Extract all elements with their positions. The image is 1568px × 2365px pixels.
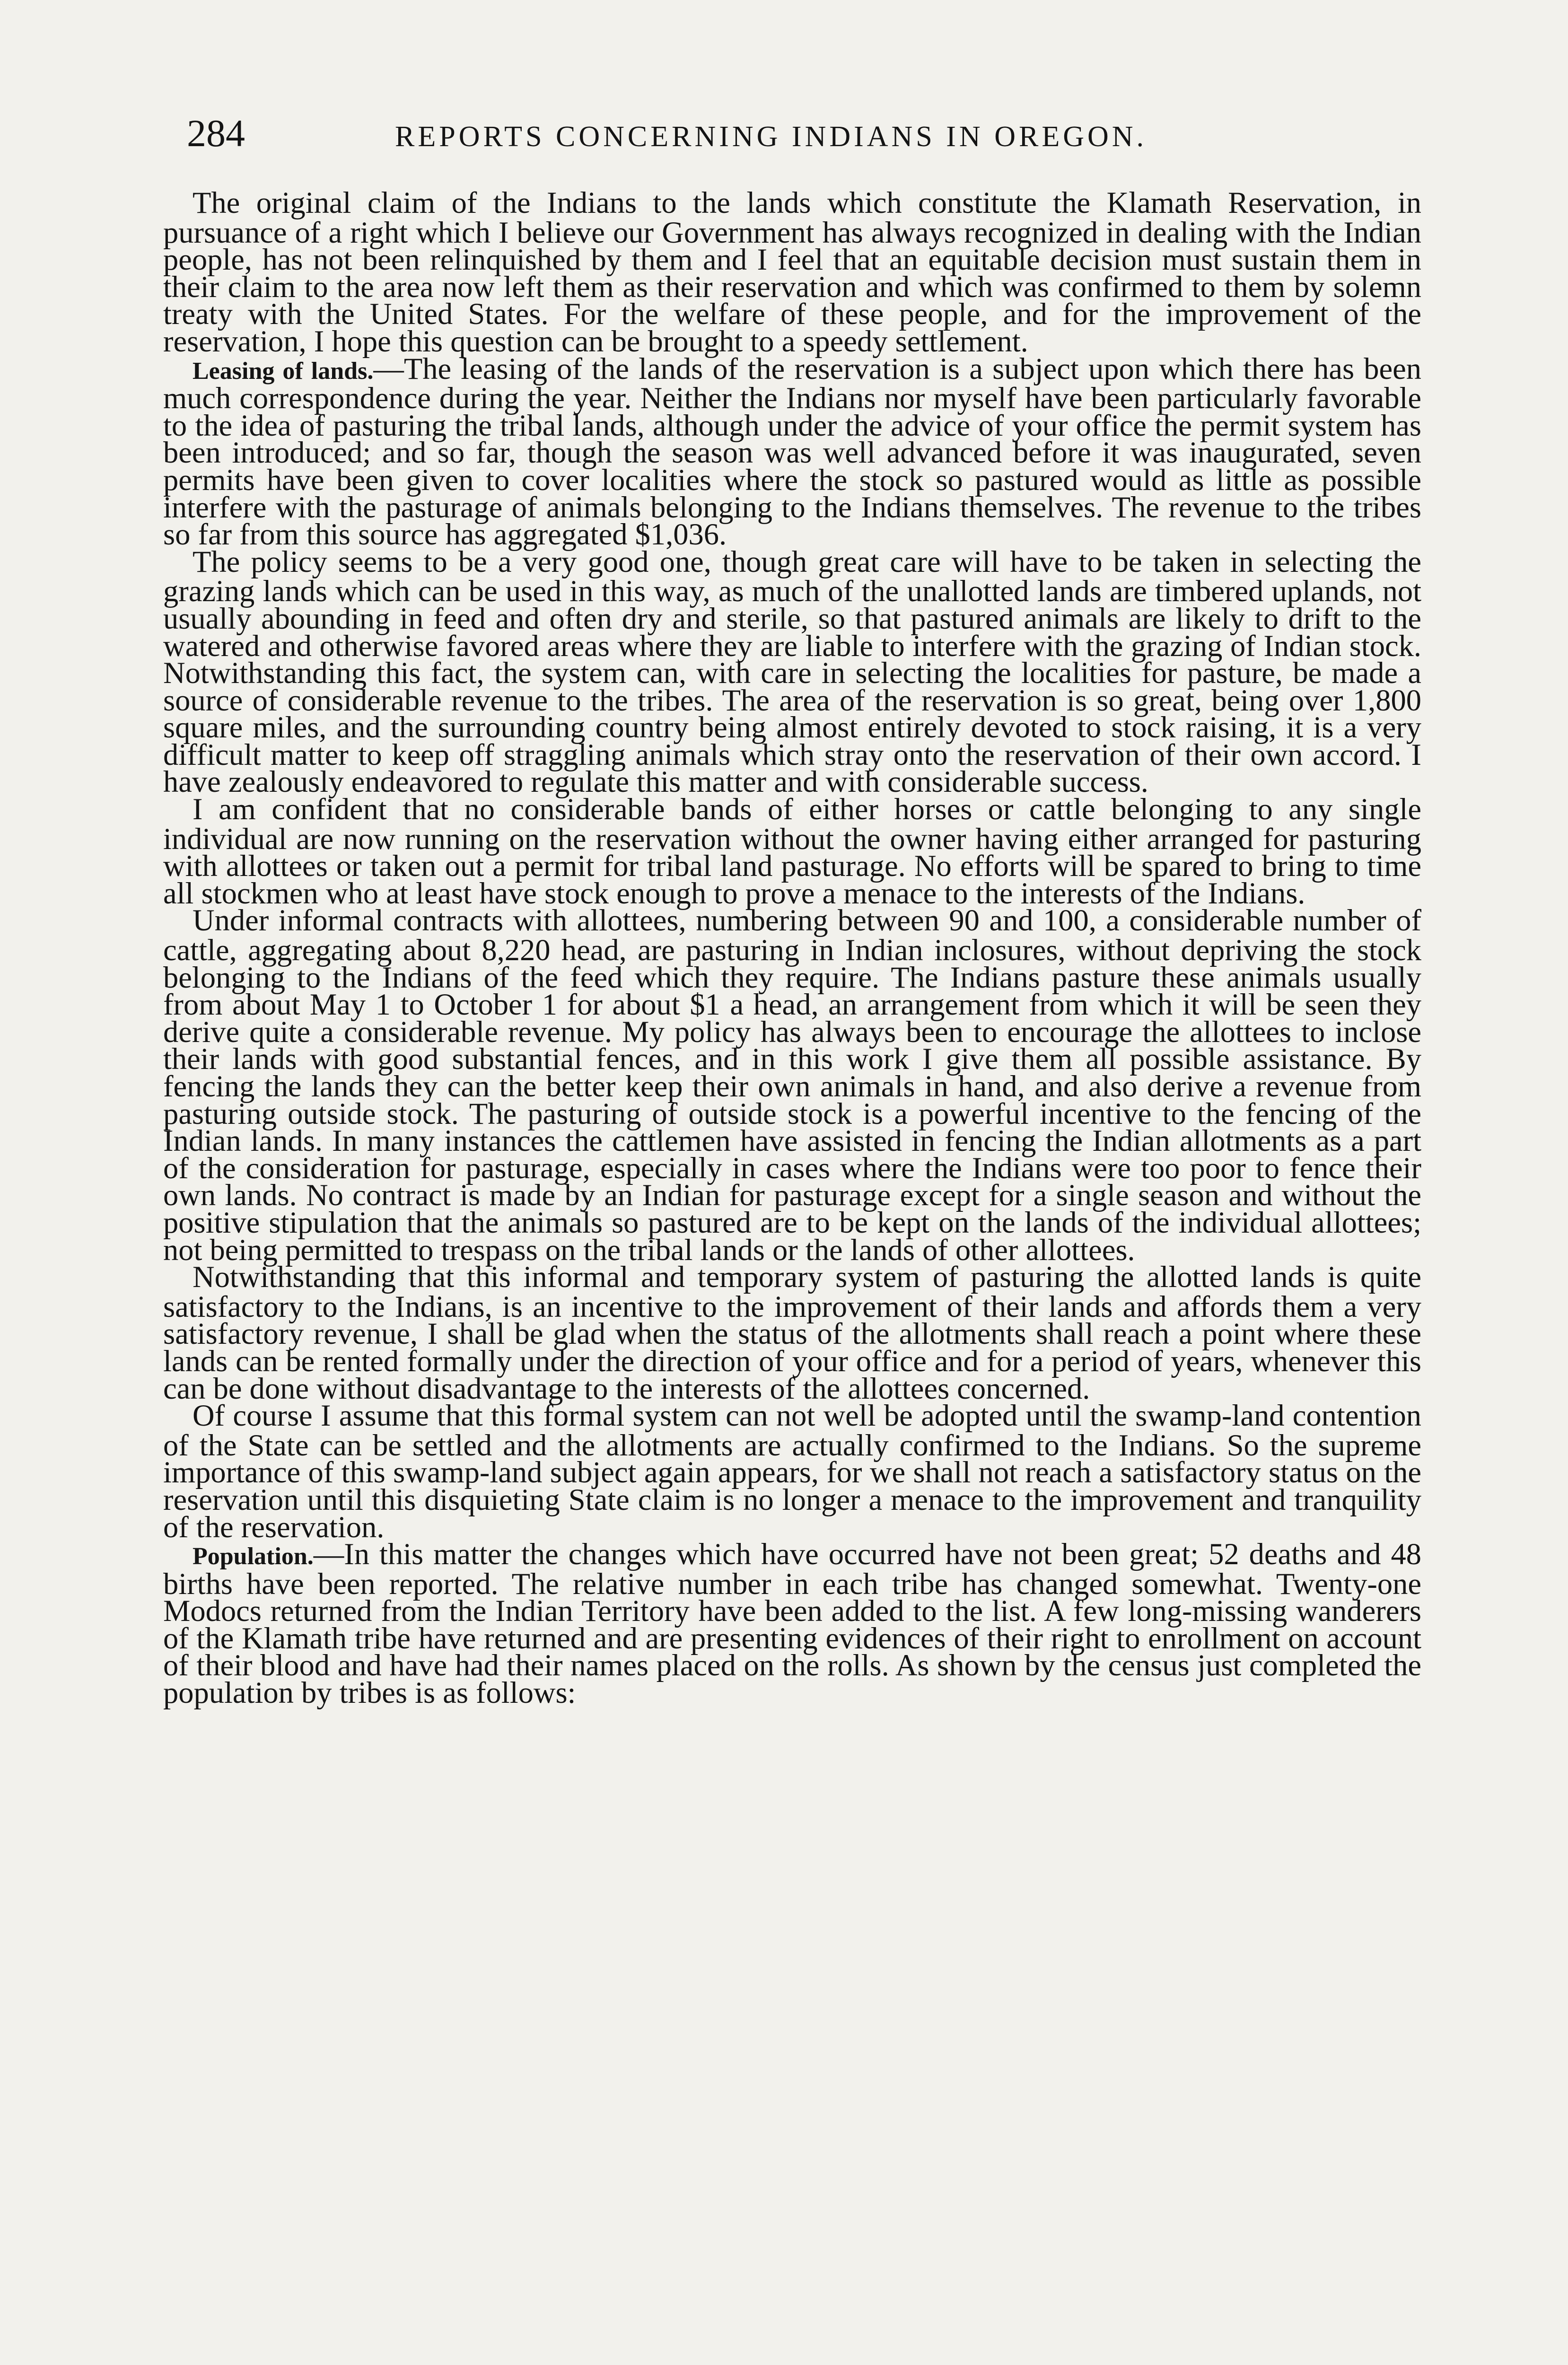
- paragraph-text: —In this matter the changes which have occurred have not been great; 52 deaths and 48 births have been reported. The relative number in each tribe has changed somewhat. Twenty-one Modocs returned from the Indian Territory have been added to the list. A few long-missing wanderers of the Klamath tribe have returned and are presenting evidences of their right to enrollment on account of their blood and have had their names placed on the rolls. As shown by the census just completed the population by tribes is as follows:: [163, 1537, 1421, 1710]
- paragraph-text: I am confident that no considerable bands of either horses or cattle belonging to any single individual are now running on the reservation without the owner having either arranged for pasturing with allottees or taken out a permit for tribal land pasturage. No efforts will be spared to bring to time all stockmen who at least have stock enough to prove a menace to the interests of the Indians.: [163, 792, 1421, 910]
- paragraph-text: The original claim of the Indians to the lands which constitute the Klamath Reservation, in pursuance of a right which I believe our Government has always recognized in dealing with the Indian people, has not been relinquished by them and I feel that an equitable decision must sustain them in their claim to the area now left them as their reservation and which was confirmed to them by solemn treaty with the United States. For the welfare of these people, and for the improvement of the reservation, I hope this question can be brought to a speedy settlement.: [163, 186, 1421, 358]
- paragraph-population: [163, 1537, 1421, 1710]
- paragraph-leasing-of-lands: [163, 351, 1421, 552]
- running-title: REPORTS CONCERNING INDIANS IN OREGON.: [395, 121, 1148, 153]
- paragraph-formal-renting: [163, 1260, 1421, 1405]
- paragraph-text: Notwithstanding that this informal and temporary system of pasturing the allotted lands is quite satisfactory to the Indians, is an incentive to the improvement of their lands and affords them a very satisfactory revenue, I shall be glad when the status of the allotments shall reach a point where these lands can be rented formally under the direction of your office and for a period of years, whenever this can be done without disadvantage to the interests of the allottees concerned.: [163, 1260, 1421, 1405]
- paragraph-text: —The leasing of the lands of the reservation is a subject upon which there has been much correspondence during the year. Neither the Indians nor myself have been particularly favorable to the idea of pasturing the tribal lands, although under the advice of your office the permit system has been introduced; and so far, though the season was well advanced before it was inaugurated, seven permits have been given to cover localities where the stock so pastured would as little as possible interfere with the pasturage of animals belonging to the Indians themselves. The revenue to the tribes so far from this source has aggregated $1,036.: [163, 351, 1421, 552]
- paragraph-heading: Population.: [193, 1543, 314, 1570]
- paragraph-heading: Leasing of lands.: [193, 357, 374, 385]
- body-text: [163, 186, 1421, 1710]
- paragraph-text: The policy seems to be a very good one, though great care will have to be taken in selecting the grazing lands which can be used in this way, as much of the unallotted lands are timbered uplands, not usually abounding in feed and often dry and sterile, so that pastured animals are likely to drift to the watered and otherwise favored areas where they are liable to interfere with the grazing of Indian stock. Notwithstanding this fact, the system can, with care in selecting the localities for pasture, be made a source of considerable revenue to the tribes. The area of the reservation is so great, being over 1,800 square miles, and the surrounding country being almost entirely devoted to stock raising, it is a very difficult matter to keep off straggling animals which stray onto the reservation of their own accord. I have zealously endeavored to regulate this matter and with considerable success.: [163, 544, 1421, 799]
- page-header: [187, 110, 1431, 162]
- paragraph-informal-contracts: [163, 903, 1421, 1267]
- paragraph-text: Under informal contracts with allottees, numbering between 90 and 100, a considerable number of cattle, aggregating about 8,220 head, are pasturing in Indian inclosures, without depriving the stock belonging to the Indians of the feed which they require. The Indians pasture these animals usually from about May 1 to October 1 for about $1 a head, an arrangement from which it will be seen they derive quite a considerable revenue. My policy has always been to encourage the allottees to inclose their lands with good substantial fences, and in this work I give them all possible assistance. By fencing the lands they can the better keep their own animals in hand, and also derive a revenue from pasturing outside stock. The pasturing of outside stock is a powerful incentive to the fencing of the Indian lands. In many instances the cattlemen have assisted in fencing the Indian allotments as a part of the consideration for pasturage, especially in cases where the Indians were too poor to fence their own lands. No contract is made by an Indian for pasturage except for a single season and without the positive stipulation that the animals so pastured are to be kept on the lands of the individual allottees; not being permitted to trespass on the tribal lands or the lands of other allottees.: [163, 903, 1421, 1267]
- paragraph-grazing-policy: [163, 544, 1421, 799]
- paragraph-stock-permits: [163, 792, 1421, 910]
- paragraph-klamath-claim: [163, 186, 1421, 358]
- paragraph-swamp-land: [163, 1399, 1421, 1544]
- paragraph-text: Of course I assume that this formal system can not well be adopted until the swamp-land contention of the State can be settled and the allotments are actually confirmed to the Indians. So the supreme importance of this swamp-land subject again appears, for we shall not reach a satisfactory status on the reservation until this disquieting State claim is no longer a menace to the improvement and tranquility of the reservation.: [163, 1399, 1421, 1544]
- page-number: 284: [187, 112, 245, 155]
